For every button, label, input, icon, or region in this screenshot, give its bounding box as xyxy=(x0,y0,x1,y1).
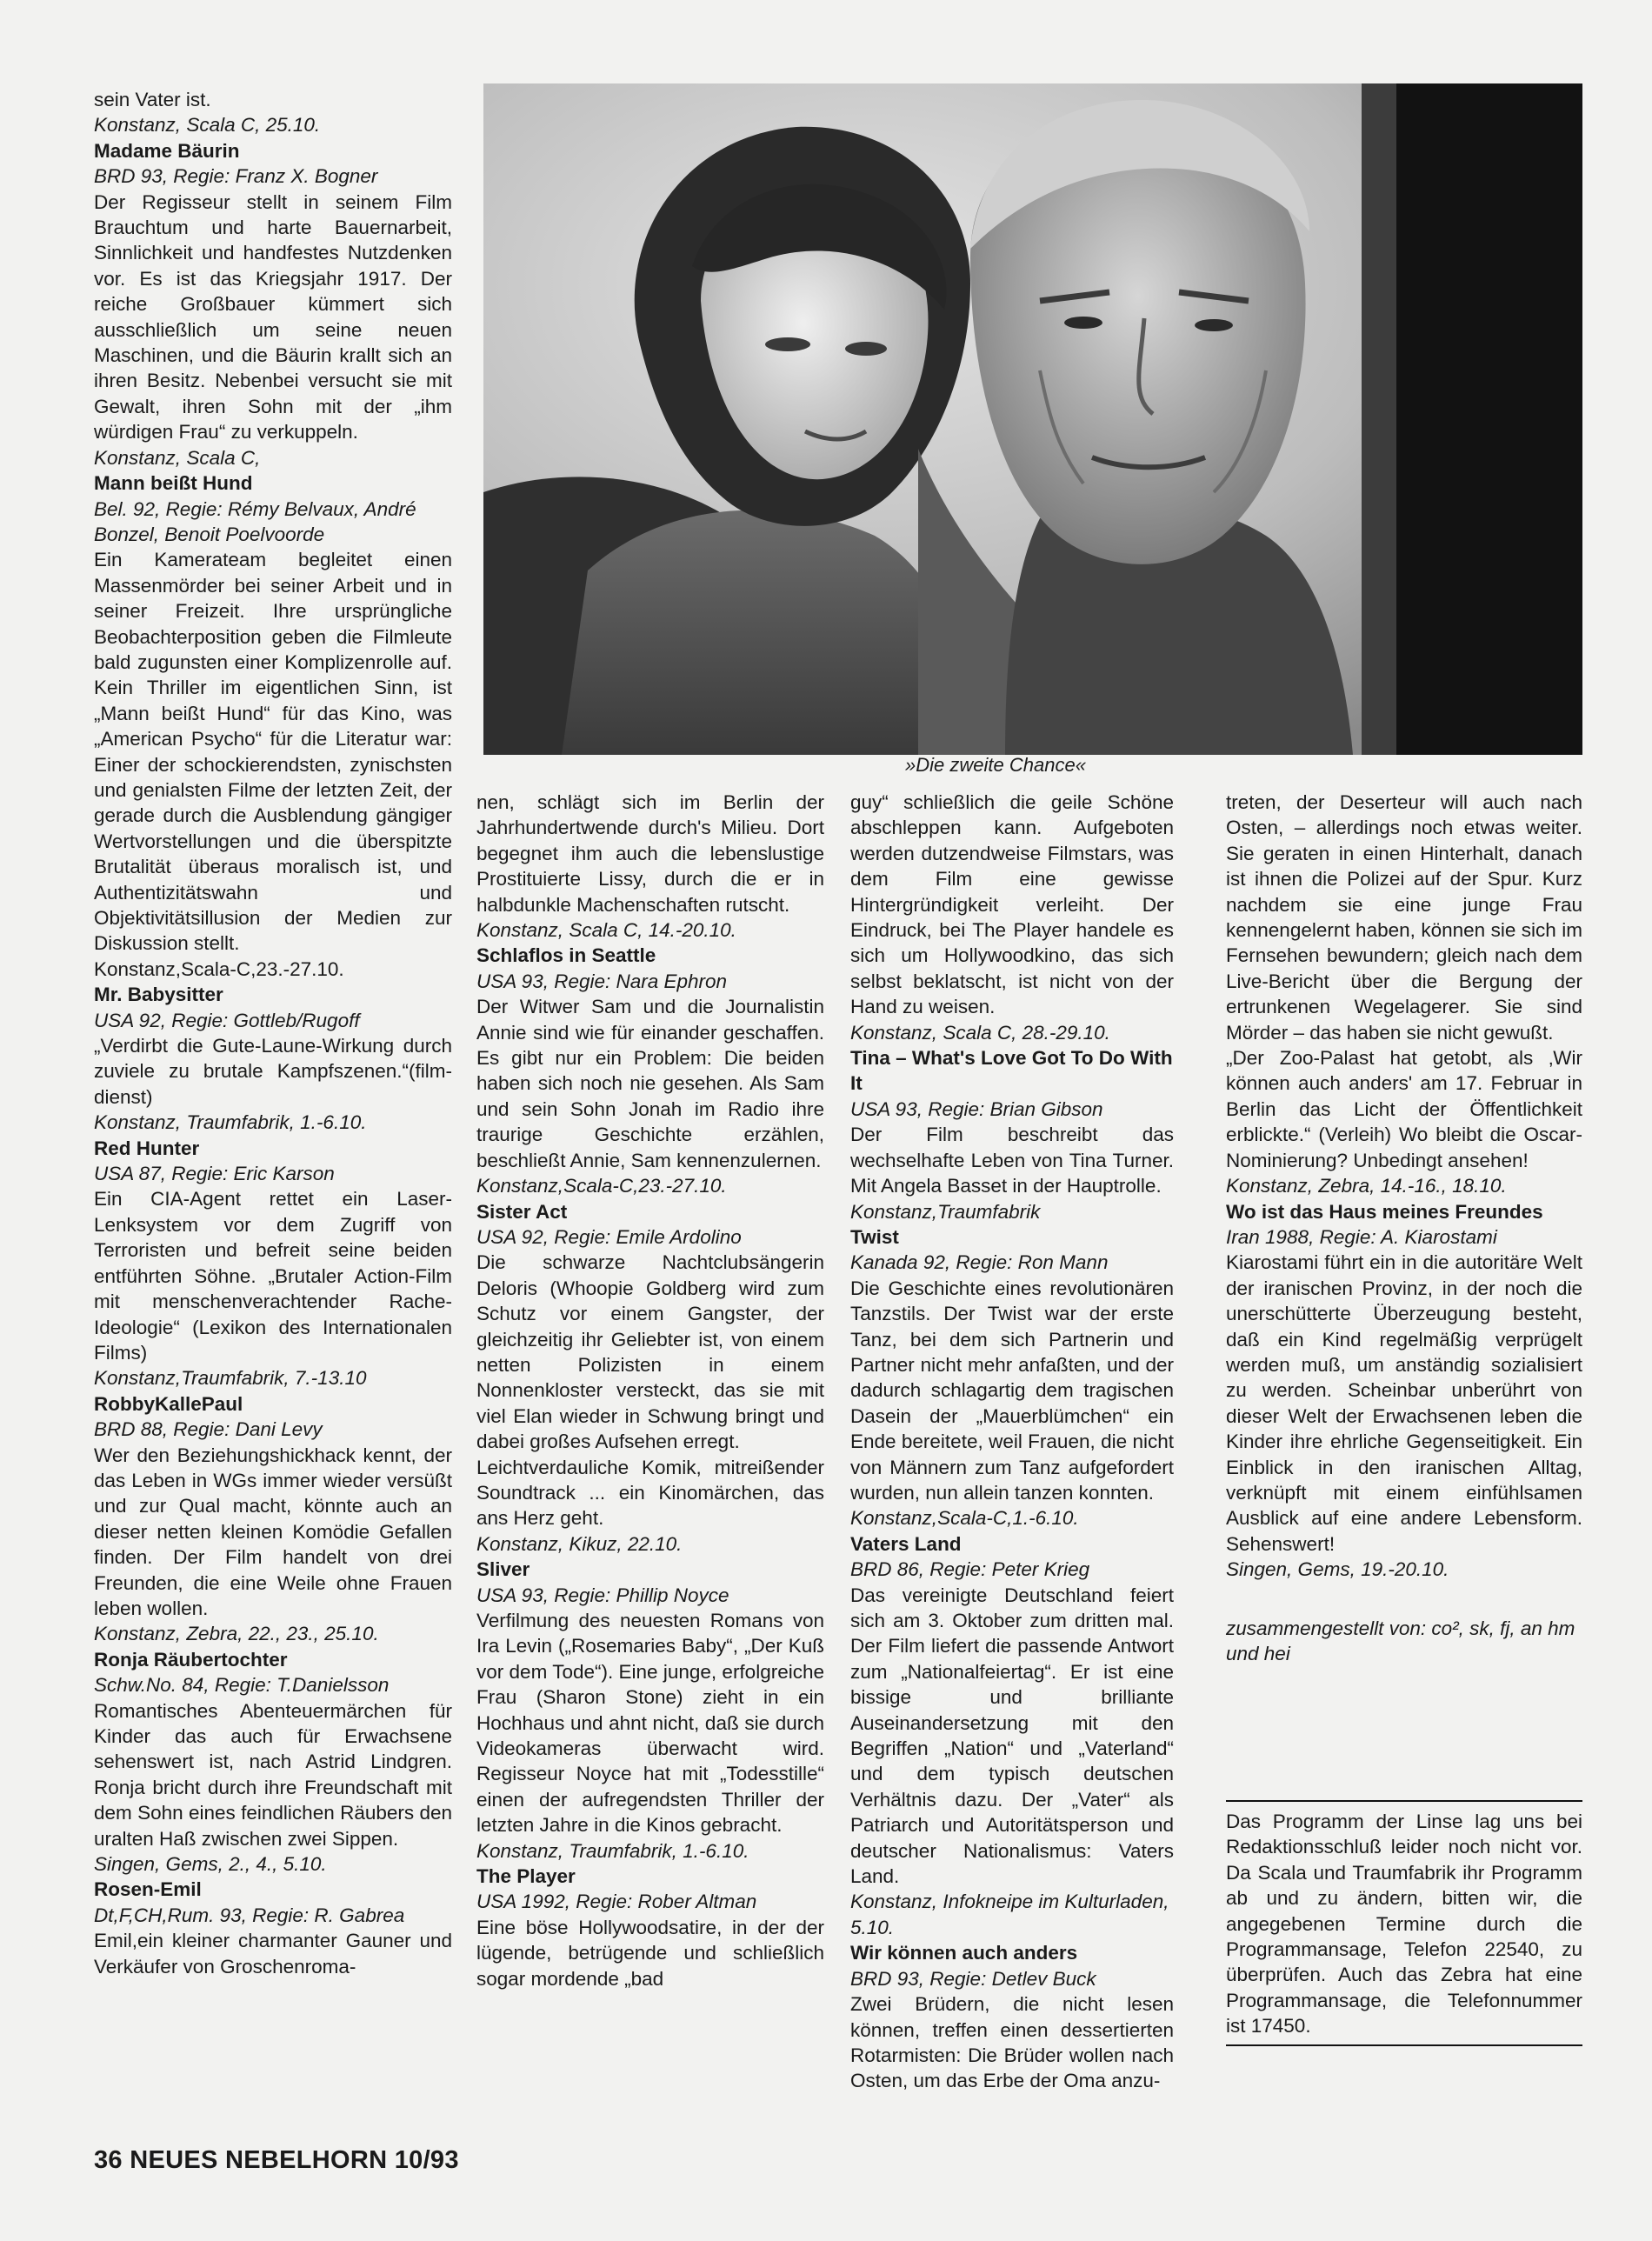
film-meta: Konstanz, Scala C, 14.-20.10. xyxy=(476,919,736,942)
film-meta: USA 87, Regie: Eric Karson xyxy=(94,1163,335,1185)
film-meta: Konstanz,Traumfabrik xyxy=(850,1200,1041,1223)
film-title: The Player xyxy=(476,1865,576,1888)
film-meta: Konstanz, Traumfabrik, 1.-6.10. xyxy=(476,1839,749,1862)
body-text: Verfilmung des neuesten Romans von Ira Levin („Rosemaries Baby“, „Der Kuß vor dem Tode“). Eine junge, erfolgreiche Frau (Sharon Stone) zieht in ein Hochhaus und ahnt nicht, daß sie durch Videokameras überwacht wird. Regisseur Noyce hat mit „Todesstille“ einen der aufregendsten Thriller der letzten Jahre in die Kinos gebracht. xyxy=(476,1610,824,1837)
film-title: RobbyKallePaul xyxy=(94,1392,243,1415)
photo-caption: »Die zweite Chance« xyxy=(905,754,1086,776)
film-meta: Konstanz, Infokneipe im Kulturladen, 5.10. xyxy=(850,1891,1169,1938)
text-column-2 xyxy=(476,790,824,1991)
film-meta: Konstanz, Kikuz, 22.10. xyxy=(476,1532,683,1555)
film-meta: Konstanz, Zebra, 22., 23., 25.10. xyxy=(94,1623,379,1645)
film-meta: Kanada 92, Regie: Ron Mann xyxy=(850,1251,1109,1274)
program-notice-box: Das Programm der Linse lag uns bei Redaktionsschluß leider noch nicht vor. Da Scala und Traumfabrik ihr Programm ab und zu ändern, bitten wir, die angegebenen Termine durch die Programmansage, Telefon 22540, zu überprüfen. Auch das Zebra hat eine Programmansage, die Telefonnummer ist 17450. xyxy=(1226,1800,1582,2046)
body-text: Kiarostami führt ein in die autoritäre Welt der iranischen Provinz, in der noch die unerschütterte Überzeugung besteht, daß ein Kind regelmäßig verprügelt werden muß, um anständig sozialisiert zu werden. Scheinbar unberührt von dieser Welt der Erwachsenen leben die Kinder ihre ehrliche Gegenseitigkeit. Ein Einblick in den iranischen Alltag, verknüpft mit einem einfühlsamen Ausblick auf eine andere Lebensform. Sehenswert! xyxy=(1226,1251,1582,1555)
film-meta: BRD 93, Regie: Detlev Buck xyxy=(850,1967,1096,1990)
film-meta: Konstanz, Zebra, 14.-16., 18.10. xyxy=(1226,1175,1507,1197)
body-text: sein Vater ist. xyxy=(94,89,211,110)
film-meta: Iran 1988, Regie: A. Kiarostami xyxy=(1226,1225,1497,1248)
film-title: Schlaflos in Seattle xyxy=(476,944,656,967)
film-title: Wo ist das Haus meines Freundes xyxy=(1226,1200,1543,1223)
film-meta: Schw.No. 84, Regie: T.Danielsson xyxy=(94,1674,390,1697)
film-meta: BRD 86, Regie: Peter Krieg xyxy=(850,1558,1090,1581)
film-title: Mr. Babysitter xyxy=(94,984,223,1006)
film-meta: USA 93, Regie: Nara Ephron xyxy=(476,970,728,992)
text-column-1 xyxy=(94,87,452,1979)
body-text: „Verdirbt die Gute-Laune-Wirkung durch zuviele zu brutale Kampfszenen.“(film-dienst) xyxy=(94,1035,452,1108)
body-text: Wer den Beziehungshickhack kennt, der das Leben in WGs immer wieder versüßt und zur Qual macht, könnte auch an dieser netten kleinen Komödie Gefallen finden. Der Film handelt von drei Freunden, die eine Weile ohne Frauen leben wollen. xyxy=(94,1444,452,1619)
page-footer: 36 NEUES NEBELHORN 10/93 xyxy=(94,2146,459,2174)
film-title: Sister Act xyxy=(476,1200,568,1223)
body-text: Ein Kamerateam begleitet einen Massenmörder bei seiner Arbeit und in seiner Freizeit. Ihre ursprüngliche Beobachterposition geben die Filmleute bald zugunsten einer Komplizenrolle auf. Kein Thriller im eigentlichen Sinn, ist „Mann beißt Hund“ für das Kino, was „American Psycho“ für die Literatur war: Einer der schockierendsten, zynischsten und genialsten Filme der letzten Zeit, der gerade durch die Ausblendung gängiger Wertvorstellungen und die überspitzte Brutalität überaus moralisch ist, und Authentizitätswahn und Objektivitätsillusion der Medien zur Diskussion stellt. xyxy=(94,549,452,955)
editor-credit: zusammengestellt von: co², sk, fj, an hm und hei xyxy=(1226,1617,1575,1664)
column-4-body xyxy=(1226,790,1582,1583)
film-meta: USA 92, Regie: Emile Ardolino xyxy=(476,1225,742,1248)
body-text: Eine böse Hollywoodsatire, in der der lügende, betrügende und schließlich sogar mordende „bad xyxy=(476,1916,824,1990)
body-text: Ein CIA-Agent rettet ein Laser-Lenksystem vor dem Zugriff von Terroristen und befreit seine beiden entführten Söhne. „Brutaler Action-Film mit menschenverachtender Rache-Ideologie“ (Lexikon des Internationalen Films) xyxy=(94,1188,452,1364)
film-meta: Konstanz,Traumfabrik, 7.-13.10 xyxy=(94,1367,367,1390)
film-title: Ronja Räubertochter xyxy=(94,1648,288,1671)
body-text: Emil,ein kleiner charmanter Gauner und Verkäufer von Groschenroma- xyxy=(94,1930,452,1978)
body-text: guy“ schließlich die geile Schöne abschleppen kann. Aufgeboten werden dutzendweise Filmstars, was dem Film eine gewisse Hintergründigkeit verleiht. Der Eindruck, bei The Player handele es sich um Hollywoodkino, das sich selbst beklatscht, ist nicht von der Hand zu weisen. xyxy=(850,791,1174,1018)
film-meta: BRD 88, Regie: Dani Levy xyxy=(94,1418,323,1441)
film-title: Madame Bäurin xyxy=(94,139,240,162)
film-meta: Konstanz, Scala C, xyxy=(94,446,261,469)
film-title: Red Hunter xyxy=(94,1137,200,1159)
body-text: treten, der Deserteur will auch nach Osten, – allerdings noch etwas weiter. Sie geraten in einen Hinterhalt, danach ist ihnen die Polizei auf der Spur. Kurz nachdem sie eine junge Frau kennengelernt haben, können sie sich im Fernsehen bewundern; gleich nach dem Live-Bericht über die Bergung der ertrunkenen Wegelagerer. Sie sind Mörder – das haben sie nicht gewußt. xyxy=(1226,791,1582,1044)
spacer xyxy=(1226,1583,1582,1609)
body-text: Leichtverdauliche Komik, mitreißender Soundtrack ... ein Kinomärchen, das ans Herz geht. xyxy=(476,1456,824,1530)
body-text: Die Geschichte eines revolutionären Tanzstils. Der Twist war der erste Tanz, bei dem sich Partnerin und Partner nicht mehr anfaßten, und der dadurch schlagartig dem tragischen Dasein der „Mauerblümchen“ ein Ende bereitete, weil Frauen, die nicht von Männern zum Tanz aufgefordert wurden, nun allein tanzen konnten. xyxy=(850,1277,1174,1504)
body-text: nen, schlägt sich im Berlin der Jahrhundertwende durch's Milieu. Dort begegnet ihm auch die lebenslustige Prostituierte Lissy, durch die er in halbdunkle Machenschaften rutscht. xyxy=(476,791,824,916)
film-title: Rosen-Emil xyxy=(94,1878,202,1901)
film-meta: Konstanz, Scala C, 25.10. xyxy=(94,114,321,137)
film-meta: Konstanz, Traumfabrik, 1.-6.10. xyxy=(94,1111,367,1134)
film-meta: BRD 93, Regie: Franz X. Bogner xyxy=(94,165,378,188)
body-text: Das vereinigte Deutschland feiert sich am 3. Oktober zum dritten mal. Der Film liefert die passende Antwort zum „Nationalfeiertag“. Er ist eine bissige und brilliante Auseinandersetzung mit den Begriffen „Nation“ und „Vaterland“ und dem typisch deutschen Verhältnis dazu. Der „Vater“ als Patriarch und Autoritätsperson und deutscher Nationalismus: Vaters Land. xyxy=(850,1584,1174,1888)
film-meta: Dt,F,CH,Rum. 93, Regie: R. Gabrea xyxy=(94,1904,405,1926)
body-text: Der Film beschreibt das wechselhafte Leben von Tina Turner. Mit Angela Basset in der Hauptrolle. xyxy=(850,1124,1174,1197)
body-text: Der Regisseur stellt in seinem Film Brauchtum und harte Bauernarbeit, Sinnlichkeit und handfestes Nutzdenken vor. Es ist das Kriegsjahr 1917. Der reiche Großbauer kümmert sich ausschließlich um seine neuen Maschinen, und die Bäurin krallt sich an ihren Besitz. Nebenbei versucht sie mit Gewalt, ihren Sohn mit der „ihm würdigen Frau“ zu verkuppeln. xyxy=(94,190,452,444)
film-meta: Singen, Gems, 19.-20.10. xyxy=(1226,1558,1449,1581)
film-meta: USA 92, Regie: Gottleb/Rugoff xyxy=(94,1009,360,1031)
text-column-3 xyxy=(850,790,1174,2094)
film-title: Mann beißt Hund xyxy=(94,472,253,495)
film-still-photo xyxy=(483,83,1582,755)
film-meta: USA 1992, Regie: Rober Altman xyxy=(476,1891,757,1913)
film-title: Twist xyxy=(850,1225,899,1248)
film-meta: Konstanz, Scala C, 28.-29.10. xyxy=(850,1021,1110,1044)
body-text: Zwei Brüdern, die nicht lesen können, treffen einen dessertierten Rotarmisten: Die Brüder wollen nach Osten, um das Erbe der Oma anzu- xyxy=(850,1993,1174,2092)
film-title: Tina – What's Love Got To Do With It xyxy=(850,1047,1173,1095)
body-text: Romantisches Abenteuermärchen für Kinder das auch für Erwachsene sehenswert ist, nach Astrid Lindgren. Ronja bricht durch ihre Freundschaft mit dem Sohn eines feindlichen Räubers den uralten Haß zwischen zwei Sippen. xyxy=(94,1699,452,1850)
film-meta: Bel. 92, Regie: Rémy Belvaux, André Bonzel, Benoit Poelvoorde xyxy=(94,497,416,545)
body-text: Der Witwer Sam und die Journalistin Annie sind wie für einander geschaffen. Es gibt nur ein Problem: Die beiden haben sich noch nie gesehen. Als Sam und sein Sohn Jonah im Radio ihre traurige Geschichte erzählen, beschließt Annie, Sam kennenzulernen. xyxy=(476,996,824,1171)
film-title: Sliver xyxy=(476,1558,530,1581)
film-meta: Konstanz,Scala-C,1.-6.10. xyxy=(850,1507,1079,1530)
film-meta: Konstanz,Scala-C,23.-27.10. xyxy=(476,1175,727,1197)
body-text: Konstanz,Scala-C,23.-27.10. xyxy=(94,957,344,980)
film-meta: USA 93, Regie: Phillip Noyce xyxy=(476,1584,729,1606)
film-meta: Singen, Gems, 2., 4., 5.10. xyxy=(94,1853,327,1876)
text-column-4 xyxy=(1226,790,1582,1666)
body-text: Die schwarze Nachtclubsängerin Deloris (Whoopie Goldberg wird zum Schutz vor einem Gangster, der gleichzeitig ihr Geliebter ist, von einem netten Polizisten in einem Nonnenkloster versteckt, das sie mit viel Elan wieder in Schwung bringt und dabei großes Aufsehen erregt. xyxy=(476,1251,824,1453)
body-text: „Der Zoo-Palast hat getobt, als ‚Wir können auch anders' am 17. Februar in Berlin das Licht der Öffentlichkeit erblickte.“ (Verleih) Wo bleibt die Oscar-Nominierung? Unbedingt ansehen! xyxy=(1226,1047,1582,1171)
film-title: Vaters Land xyxy=(850,1532,962,1555)
film-meta: USA 93, Regie: Brian Gibson xyxy=(850,1097,1103,1120)
film-title: Wir können auch anders xyxy=(850,1942,1078,1964)
